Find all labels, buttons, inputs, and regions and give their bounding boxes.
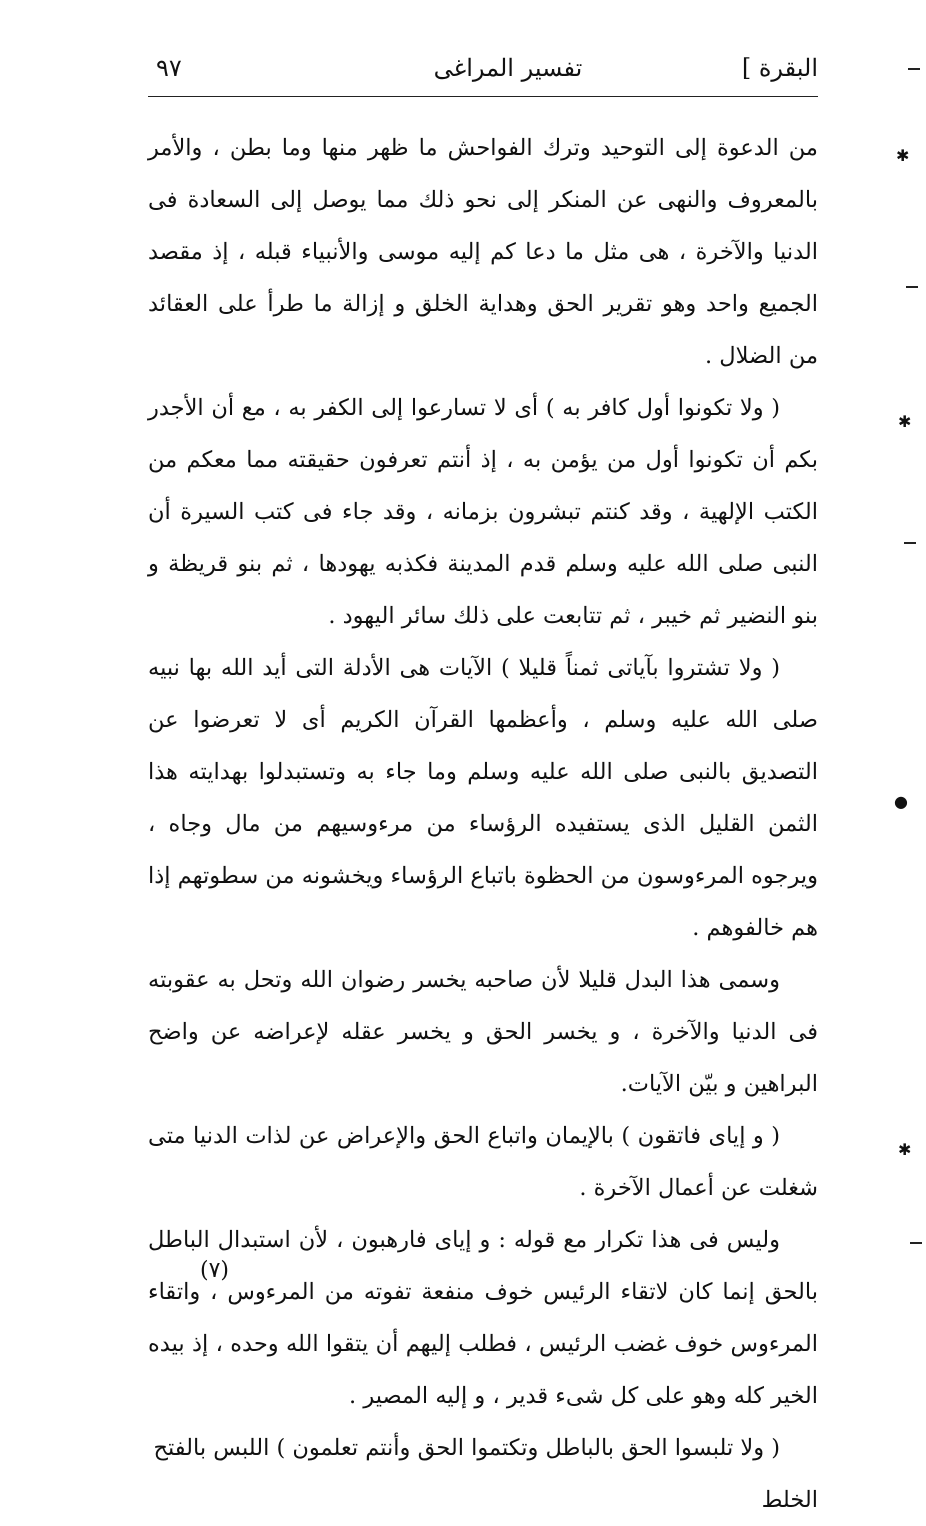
paragraph: ( ولا تلبسوا الحق بالباطل وتكتموا الحق وأنتم تعلمون ) اللبس بالفتح الخلط <box>153 1435 818 1513</box>
margin-mark: ● <box>894 792 908 811</box>
paragraph: ( ولا تكونوا أول كافر به ) أى لا تسارعوا إلى الكفر به ، مع أن الأجدر بكم أن تكونوا أول من يؤمن به ، إذ أنتم تعرفون حقيقته مما معكم من الكتب الإلهية ، وقد كنتم تبشرون بزمانه ، وقد جاء فى كتب السيرة أن النبى صلى الله عليه وسلم قدم المدينة فكذبه يهودها ، ثم بنو قريظة و بنو النضير ثم خيبر ، ثم تتابعت على ذلك سائر اليهود . <box>148 395 818 629</box>
margin-mark <box>904 542 916 544</box>
margin-mark: ✱ <box>898 412 912 431</box>
header-rule <box>148 96 818 97</box>
running-header <box>148 46 818 94</box>
margin-mark <box>910 1242 922 1244</box>
page-number: ٩٧ <box>156 54 182 82</box>
paragraph: وسمى هذا البدل قليلا لأن صاحبه يخسر رضوان الله وتحل به عقوبته فى الدنيا والآخرة ، و يخسر الحق و يخسر عقله لإعراضه عن واضح البراهين و بيّن الآيات. <box>148 967 818 1097</box>
margin-mark: ✱ <box>896 146 910 165</box>
margin-mark <box>906 286 918 288</box>
paragraph: وليس فى هذا تكرار مع قوله : و إياى فارهبون ، لأن استبدال الباطل بالحق إنما كان لاتقاء الرئيس خوف منفعة تفوته من المرءوس ، واتقاء المرءوس خوف غضب الرئيس ، فطلب إليهم أن يتقوا الله وحده ، إذ بيده الخير كله وهو على كل شىء قدير ، و إليه المصير . <box>148 1227 818 1409</box>
margin-mark: ✱ <box>898 1140 912 1159</box>
signature-mark: (٧) <box>200 1258 230 1283</box>
paragraph: ( و إياى فاتقون ) بالإيمان واتباع الحق والإعراض عن لذات الدنيا متى شغلت عن أعمال الآخرة . <box>148 1123 818 1201</box>
paragraph: ( ولا تشتروا بآياتى ثمناً قليلا ) الآيات هى الأدلة التى أيد الله بها نبيه صلى الله عليه وسلم ، وأعظمها القرآن الكريم أى لا تعرضوا عن التصديق بالنبى صلى الله عليه وسلم وما جاء به وتستبدلوا بهدايته هذا الثمن القليل الذى يستفيده الرؤساء من مرءوسيهم من مال وجاه ، ويرجوه المرءوسون من الحظوة باتباع الرؤساء ويخشونه من سطوتهم إذا هم خالفوهم . <box>148 655 819 941</box>
paragraph: من الدعوة إلى التوحيد وترك الفواحش ما ظهر منها وما بطن ، والأمر بالمعروف والنهى عن المنكر إلى نحو ذلك مما يوصل إلى السعادة فى الدنيا والآخرة ، هى مثل ما دعا كم إليه موسى والأنبياء قبله ، إذ مقصد الجميع واحد وهو تقرير الحق وهداية الخلق و إزالة ما طرأ على العقائد من الضلال . <box>148 135 818 369</box>
margin-mark <box>908 68 920 70</box>
book-title: تفسير المراغى <box>433 54 583 82</box>
page-body <box>148 122 818 1526</box>
surah-name: البقرة ] <box>741 54 818 82</box>
